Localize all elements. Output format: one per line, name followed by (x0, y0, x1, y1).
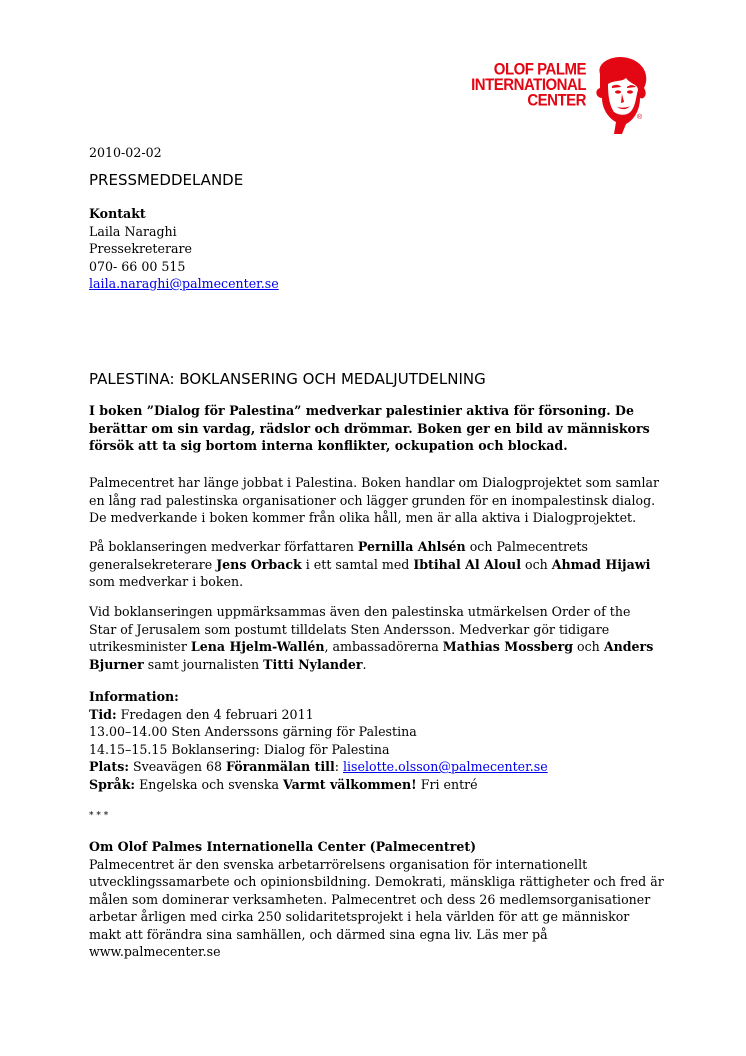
contact-name: Laila Naraghi (89, 223, 177, 239)
language-label: Språk: (89, 776, 136, 792)
registration-email-link[interactable]: liselotte.olsson@palmecenter.se (342, 759, 548, 774)
text: som medverkar i boken. (89, 574, 244, 589)
person-name: Anders Bjurner (89, 639, 654, 672)
person-name: Ibtihal Al Aloul (413, 556, 521, 572)
language-value: Engelska och svenska (135, 776, 284, 792)
organization-logo (462, 54, 652, 134)
info-heading: Information: (89, 689, 179, 704)
person-name: Pernilla Ahlsén (357, 539, 466, 554)
lead-paragraph: I boken ”Dialog för Palestina” medverkar palestinier aktiva för försoning. De berättar om sin vardag, rädslor och drömmar. Boken ger en bild av människors försök att ta sig bortom interna konflikter, ockupation och blockad. (89, 403, 650, 453)
person-name: Titti Nylander (263, 656, 363, 672)
about-block (89, 838, 665, 961)
place-value: Sveavägen 68 (128, 759, 226, 774)
registered-mark: ® (636, 114, 642, 121)
entry-text: Fri entré (416, 776, 478, 792)
document-date: 2010-02-02 (89, 145, 162, 160)
place-label: Plats: (89, 759, 129, 774)
text: och (573, 639, 604, 654)
info-place (89, 758, 659, 776)
contact-heading: Kontakt (89, 206, 146, 221)
text: Vid boklanseringen uppmärksammas även den palestinska utmärkelsen Order of the Star of Jerusalem som postumt tilldelats Sten Andersson. Medverkar gör tidigare utrikesminister (89, 604, 631, 654)
time-label: Tid: (89, 706, 117, 722)
palme-portrait-icon (586, 54, 652, 134)
registration-label: Föranmälan till (225, 759, 335, 774)
headline: PALESTINA: BOKLANSERING OCH MEDALJUTDELNING (89, 370, 486, 388)
body-paragraph-1: Palmecentret har länge jobbat i Palestina. Boken handlar om Dialogprojektet som samlar en lång rad palestinska organisationer och lägger grunden för en inompalestinsk dialog. De medverkande i boken kommer från olika håll, men är alla aktiva i Dialogprojektet. (89, 475, 660, 525)
registration-separator: : (334, 759, 343, 774)
text: På boklanseringen medverkar författaren (89, 539, 358, 554)
text: och Palmecentrets generalsekreterare (89, 539, 588, 572)
about-heading: Om Olof Palmes Internationella Center (Palmecentret) (89, 839, 477, 854)
contact-phone: 070- 66 00 515 (89, 258, 186, 274)
time-value: Fredagen den 4 februari 2011 (116, 706, 314, 722)
text: . (362, 656, 367, 672)
person-name: Mathias Mossberg (442, 639, 574, 654)
contact-email-link[interactable]: laila.naraghi@palmecenter.se (89, 276, 279, 291)
logo-line-2: INTERNATIONAL (471, 75, 586, 95)
person-name: Jens Orback (216, 556, 302, 572)
logo-line-3: CENTER (527, 91, 586, 111)
logo-wordmark (471, 59, 586, 111)
about-body: Palmecentret är den svenska arbetarrörelsens organisation för internationellt utvecklingssamarbete och opinionsbildning. Demokrati, mänskliga rättigheter och fred är målen som dominerar verksamheten. Palmecentret och dess 26 medlemsorganisationer arbetar årligen med cirka 250 solidaritetsprojekt i hela världen för att ge människor makt att förändra sina samhällen, och därmed sina egna liv. Läs mer på www.palmecenter.se (89, 856, 664, 959)
person-name: Lena Hjelm-Wallén (190, 639, 325, 654)
text: och (520, 556, 552, 572)
text: samt journalisten (143, 656, 264, 672)
document-type: PRESSMEDDELANDE (89, 171, 244, 189)
info-language (89, 776, 659, 794)
info-time (89, 706, 659, 724)
text: i ett samtal med (301, 556, 414, 572)
text: , ambassadörerna (324, 639, 443, 654)
body-paragraph-2 (89, 538, 655, 591)
info-schedule-1: 13.00–14.00 Sten Anderssons gärning för Palestina (89, 724, 417, 739)
info-block (89, 688, 659, 793)
body-paragraph-3 (89, 603, 655, 673)
contact-role: Pressekreterare (89, 241, 192, 256)
person-name: Ahmad Hijawi (551, 556, 651, 572)
info-schedule-2: 14.15–15.15 Boklansering: Dialog för Palestina (89, 741, 390, 757)
welcome-text: Varmt välkommen! (283, 776, 417, 792)
contact-block (89, 205, 659, 293)
logo-line-1: OLOF PALME (493, 59, 586, 79)
separator: * * * (89, 811, 109, 821)
